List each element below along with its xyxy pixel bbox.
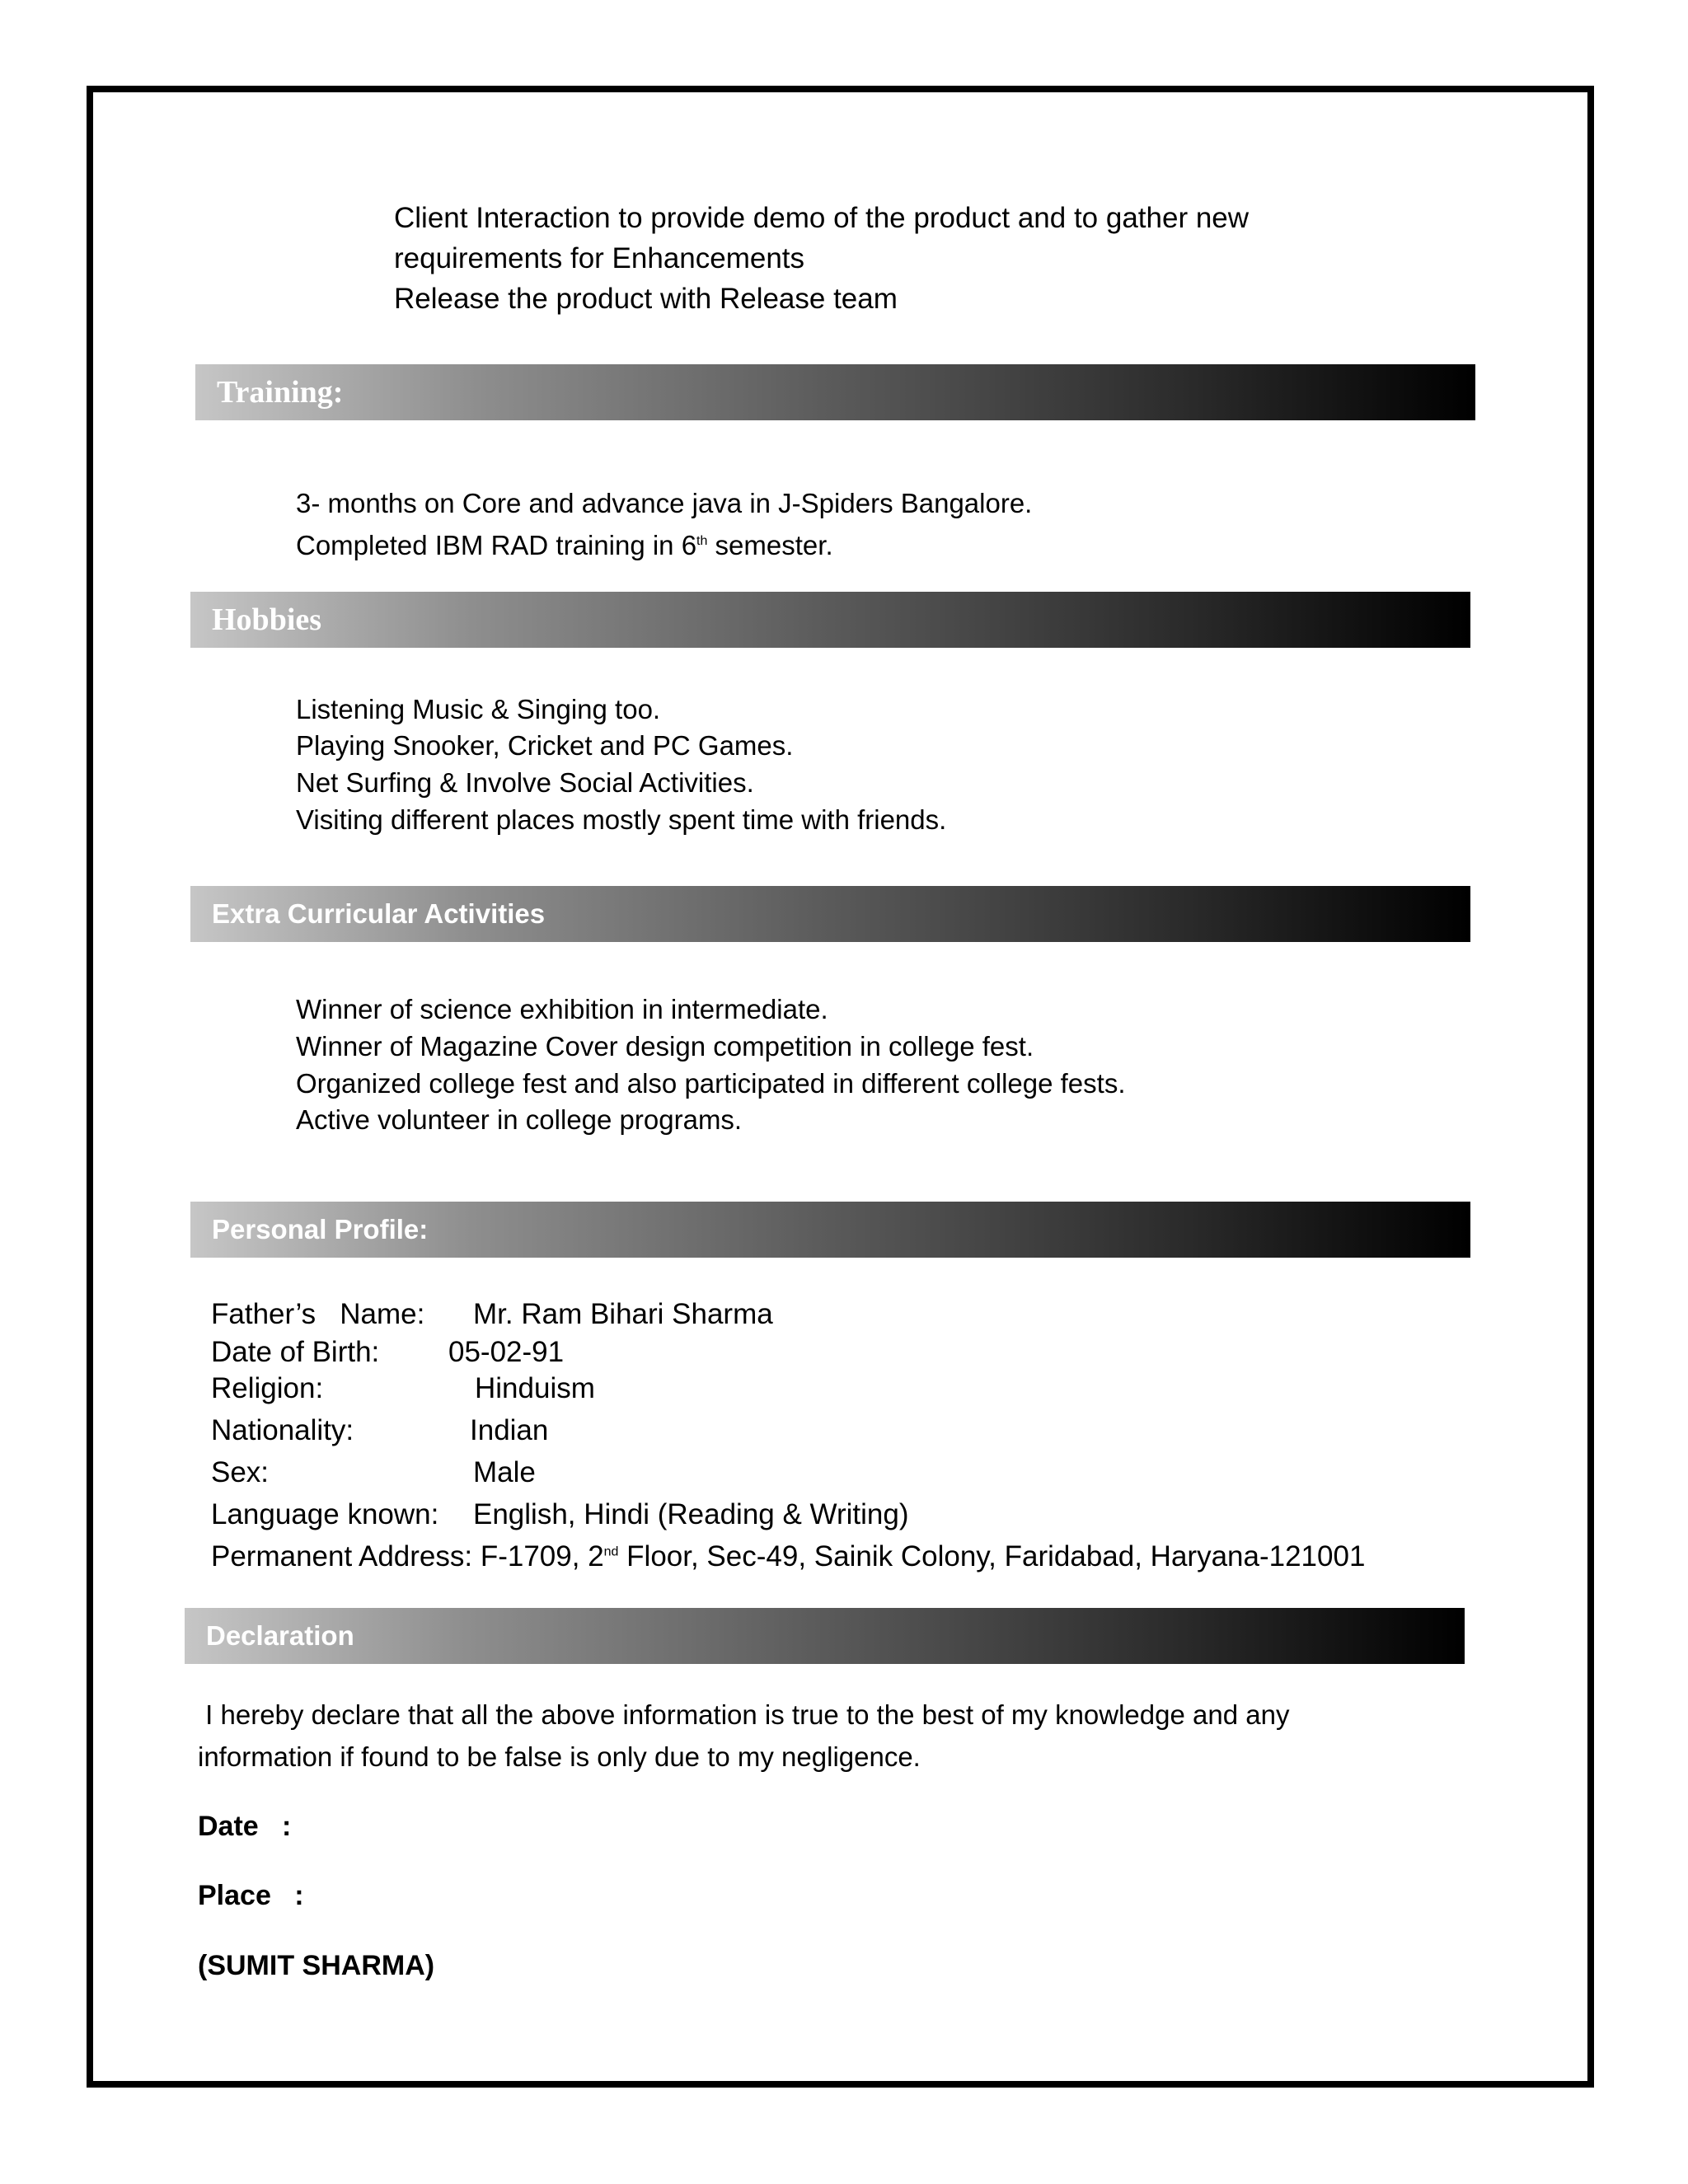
- extra-item: Winner of science exhibition in intermediate.: [296, 994, 828, 1024]
- training-item-2: [296, 525, 833, 565]
- profile-row-nationality: [211, 1412, 1447, 1450]
- fathers-name-label: Father’s Name:: [211, 1298, 425, 1330]
- intro-line-3: Release the product with Release team: [394, 283, 898, 315]
- hobby-item: Listening Music & Singing too.: [296, 694, 661, 724]
- fathers-name-value: Mr. Ram Bihari Sharma: [473, 1298, 773, 1330]
- personal-profile-heading: [190, 1202, 1470, 1258]
- declaration-heading-label: Declaration: [206, 1620, 354, 1651]
- training-item-2-text: Completed IBM RAD training in 6: [296, 530, 697, 560]
- language-value: English, Hindi (Reading & Writing): [473, 1498, 909, 1530]
- extra-curricular-heading-label: Extra Curricular Activities: [212, 898, 546, 929]
- religion-value: Hinduism: [475, 1372, 595, 1404]
- date-label: Date :: [198, 1811, 292, 1842]
- extra-item: Active volunteer in college programs.: [296, 1104, 743, 1135]
- extra-item: Organized college fest and also participated in different college fests.: [296, 1068, 1126, 1099]
- extra-item: Winner of Magazine Cover design competition in college fest.: [296, 1031, 1034, 1062]
- dob-value: 05-02-91: [448, 1336, 565, 1368]
- hobby-item: Playing Snooker, Cricket and PC Games.: [296, 730, 794, 761]
- profile-row-religion: [211, 1370, 1447, 1408]
- address-sup: nd: [603, 1544, 619, 1559]
- address-rest: Floor, Sec-49, Sainik Colony, Faridabad, Haryana-121001: [618, 1540, 1366, 1572]
- language-label: Language known:: [211, 1498, 439, 1530]
- signature-name: (SUMIT SHARMA): [198, 1950, 435, 1981]
- religion-label: Religion:: [211, 1372, 324, 1404]
- personal-profile-heading-label: Personal Profile:: [212, 1214, 429, 1244]
- training-item-2-sup: th: [696, 534, 708, 548]
- intro-line-1: Client Interaction to provide demo of the product and to gather new: [394, 202, 1250, 234]
- training-item-2-rest: semester.: [707, 530, 833, 560]
- address-text: Permanent Address: F-1709, 2: [211, 1540, 604, 1572]
- profile-row-dob: [211, 1333, 1447, 1371]
- hobbies-heading-label: Hobbies: [212, 602, 322, 637]
- nationality-label: Nationality:: [211, 1414, 354, 1446]
- declaration-line-2: information if found to be false is only due to my negligence.: [198, 1741, 921, 1772]
- hobby-item: Net Surfing & Involve Social Activities.: [296, 767, 754, 798]
- profile-row-fathers-name: [211, 1296, 1447, 1333]
- sex-value: Male: [473, 1456, 536, 1488]
- extra-curricular-heading: [190, 886, 1470, 942]
- profile-row-address: [211, 1538, 1530, 1576]
- intro-line-2: requirements for Enhancements: [394, 242, 805, 274]
- nationality-value: Indian: [470, 1414, 549, 1446]
- training-item-1: 3- months on Core and advance java in J-Spiders Bangalore.: [296, 488, 1033, 518]
- sex-label: Sex:: [211, 1456, 270, 1488]
- profile-row-sex: [211, 1454, 1447, 1492]
- hobbies-heading: [190, 592, 1470, 648]
- declaration-heading: [185, 1608, 1465, 1664]
- training-heading-label: Training:: [217, 375, 344, 410]
- dob-label: Date of Birth:: [211, 1336, 380, 1368]
- declaration-line-1: I hereby declare that all the above information is true to the best of my knowledge and any: [198, 1699, 1290, 1730]
- profile-row-language: [211, 1496, 1447, 1534]
- place-label: Place :: [198, 1880, 304, 1911]
- hobby-item: Visiting different places mostly spent time with friends.: [296, 804, 947, 835]
- training-heading: [195, 364, 1475, 420]
